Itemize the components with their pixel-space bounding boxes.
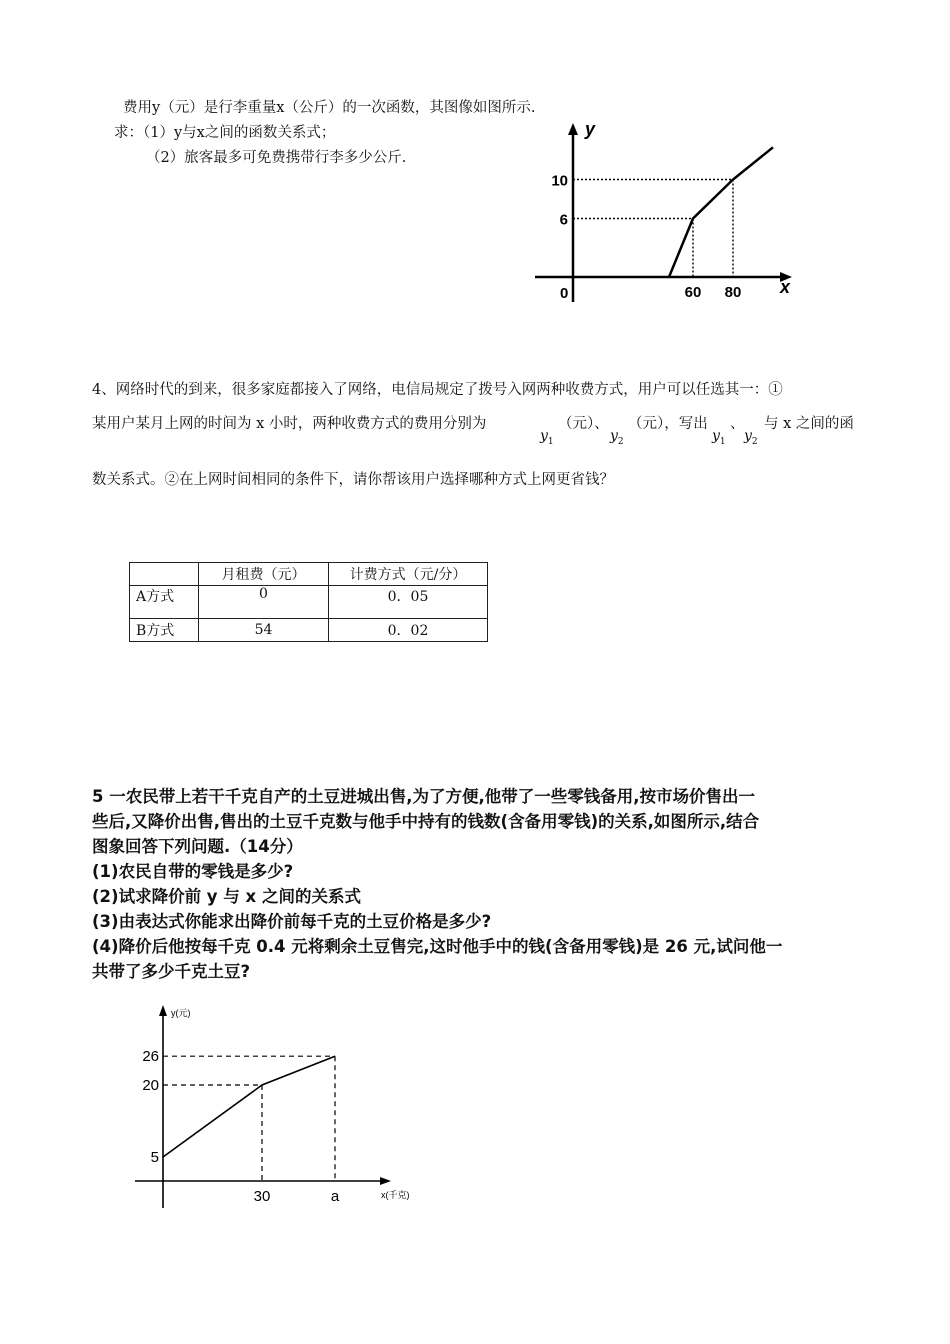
luggage-fee-chart [530, 115, 810, 310]
c2-x-tick-30: 30 [253, 1188, 271, 1205]
c2-x-arrow [380, 1177, 391, 1185]
table-cell: A方式 [130, 586, 199, 619]
p5-question-1: (1)农民自带的零钱是多少? [92, 862, 294, 881]
p5-question-4a: (4)降价后他按每千克 0.4 元将剩余土豆售完,这时他手中的钱(含备用零钱)是 26 元,试问他一 [92, 937, 783, 956]
c1-x-tick-80: 80 [724, 284, 742, 301]
potato-money-chart [135, 1000, 410, 1215]
fee-table [129, 562, 488, 642]
c2-y-arrow [159, 1005, 167, 1016]
table-header-cell: 计费方式（元/分） [329, 563, 488, 586]
table-cell: 0 [199, 586, 329, 619]
table-header-cell [130, 563, 199, 586]
p5-question-4b: 共带了多少千克土豆? [92, 962, 251, 981]
p5-line1: 5 一农民带上若干千克自产的土豆进城出售,为了方便,他带了一些零钱备用,按市场价售出一 [92, 787, 756, 806]
c2-series-line [163, 1056, 335, 1157]
p4-line2b: （元）、 [558, 416, 609, 432]
p4-line2d: 、 [730, 416, 745, 432]
c2-y-tick-20: 20 [142, 1077, 159, 1094]
table-row [130, 586, 488, 619]
table-cell: B方式 [130, 619, 199, 642]
p4-line1: 4、网络时代的到来，很多家庭都接入了网络，电信局规定了拨号入网两种收费方式，用户可以任选其一：① [92, 382, 783, 398]
p5-question-3: (3)由表达式你能求出降价前每千克的土豆价格是多少? [92, 912, 492, 931]
p3-line3: （2）旅客最多可免费携带行李多少公斤. [146, 150, 407, 166]
p4-y2-symbol: $y_2$ [610, 428, 624, 447]
p4-y2-symbol-2: $y_2$ [744, 428, 758, 447]
c1-y-tick-6: 6 [559, 211, 568, 229]
p3-line2: 求：（1）y与x之间的函数关系式； [114, 125, 336, 141]
c1-y-arrow [568, 123, 578, 135]
c2-y-tick-26: 26 [142, 1048, 159, 1066]
p4-line2c: （元），写出 [628, 416, 708, 432]
c2-guide-lines [163, 1056, 335, 1181]
p4-line2a: 某用户某月上网的时间为 x 小时，两种收费方式的费用分别为 [92, 416, 487, 432]
c2-x-tick-a: a [330, 1188, 340, 1205]
p4-line3: 数关系式。②在上网时间相同的条件下，请你帮该用户选择哪种方式上网更省钱？ [92, 472, 614, 488]
p5-question-2: (2)试求降价前 y 与 x 之间的关系式 [92, 887, 361, 906]
p4-line2e: 与 x 之间的函 [764, 416, 854, 432]
table-cell: 0．05 [329, 586, 488, 619]
table-header-cell: 月租费（元） [199, 563, 329, 586]
table-row [130, 619, 488, 642]
c1-xlabel: x [780, 277, 791, 297]
c1-x-tick-60: 60 [684, 284, 702, 301]
table-header-row [130, 563, 488, 586]
c1-guide-lines [573, 180, 733, 278]
c2-ylabel: y(元) [171, 1008, 191, 1018]
p4-y1-symbol-2: $y_1$ [712, 428, 726, 447]
c2-xlabel: x(千克) [381, 1190, 410, 1200]
c1-origin-label: 0 [560, 285, 569, 302]
p5-line3: 图象回答下列问题.（14分） [92, 837, 303, 856]
c1-y-tick-10: 10 [551, 172, 568, 190]
table-cell: 0．02 [329, 619, 488, 642]
c1-series-line [669, 147, 773, 277]
p4-y1-symbol: $y_1$ [540, 428, 554, 447]
p3-line1: 费用y（元）是行李重量x（公斤）的一次函数，其图像如图所示. [123, 100, 536, 116]
table-cell: 54 [199, 619, 329, 642]
c2-y-tick-5: 5 [150, 1149, 159, 1166]
p5-line2: 些后,又降价出售,售出的土豆千克数与他手中持有的钱数(含备用零钱)的关系,如图所示,结合 [92, 812, 760, 831]
c1-ylabel: y [585, 119, 596, 139]
